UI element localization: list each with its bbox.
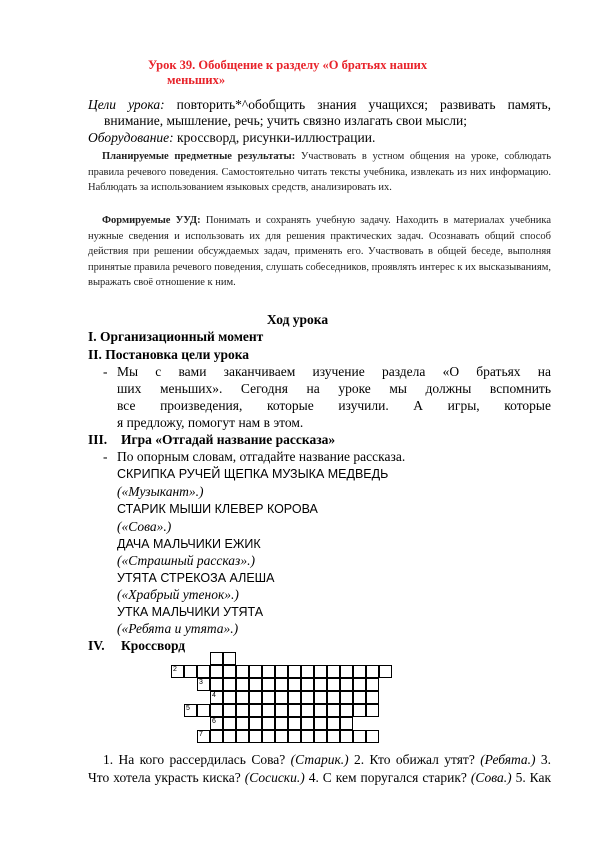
crossword-cell [366,678,379,691]
crossword-cell [262,678,275,691]
goals-block [88,97,551,114]
section2-line3: все произведения, которые изучили. А игры, которые [117,398,551,413]
uud-text: Понимать и сохранять учебную задачу. Находить в материалах учебника нужные сведения и использовать их для решения практических задач. Осознавать общий способ действия при решении обсуждаемых задач, применять его. Участвовать в общей беседе, выполняя принятые правила речевого поведения, слушать собеседников, проявлять интерес к их высказываниям, выражать своё отношение к ним. [88,215,552,288]
game-words-4: УТЯТА СТРЕКОЗА АЛЕША [117,571,275,585]
crossword-cell [249,730,262,743]
section-3-num: III. [88,432,108,447]
crossword-cell [314,665,327,678]
crossword-cell [340,730,353,743]
crossword-cell [236,717,249,730]
answer-2: (Ребята.) [480,752,536,767]
crossword-cell [249,717,262,730]
crossword-cell [275,717,288,730]
crossword-cell [301,691,314,704]
crossword-cell [301,704,314,717]
crossword-cell [340,704,353,717]
crossword-cell [223,704,236,717]
crossword-cell [379,665,392,678]
crossword-cell [327,717,340,730]
goals-line1: повторить*^обобщить знания учащихся; развивать память, [176,97,551,112]
game-answer-4: («Храбрый утенок».) [117,587,239,602]
crossword-cell [223,652,236,665]
crossword-cell [340,665,353,678]
crossword-cell [184,665,197,678]
crossword-cell [301,665,314,678]
equipment-label: Оборудование: [88,130,174,145]
crossword-cell [197,665,210,678]
goals-line2: внимание, мышление, речь; учить связно излагать свои мысли; [104,113,467,128]
crossword-cell [366,691,379,704]
course-heading: Ход урока [266,312,329,327]
crossword-grid [150,652,450,748]
crossword-number: 6 [212,718,216,725]
game-answer-1: («Музыкант».) [117,484,204,499]
crossword-cell [236,691,249,704]
crossword-cell [223,730,236,743]
crossword-cell [236,730,249,743]
game-answer-5: («Ребята и утята».) [117,621,239,636]
question-2: 2. Кто обижал утят? [354,752,475,767]
crossword-cell [223,691,236,704]
crossword-cell [353,691,366,704]
crossword-cell [327,730,340,743]
crossword-cell [210,665,223,678]
crossword-cell [301,730,314,743]
crossword-cell [340,678,353,691]
crossword-cell [210,678,223,691]
crossword-cell [288,678,301,691]
crossword-cell [236,678,249,691]
crossword-cell [340,717,353,730]
crossword-cell [210,704,223,717]
crossword-cell [249,704,262,717]
section2-line1: Мы с вами заканчиваем изучение раздела «О братьях на [117,364,551,379]
equipment-line [88,130,375,147]
answer-4: (Сова.) [470,770,512,785]
section-4-title: Кроссворд [121,638,186,653]
crossword-cell [223,717,236,730]
crossword-number: 4 [212,692,216,699]
section-2-heading: II. Постановка цели урока [88,347,250,362]
crossword-cell [262,665,275,678]
game-words-5: УТКА МАЛЬЧИКИ УТЯТА [117,605,264,619]
crossword-cell [327,665,340,678]
crossword-number: 7 [199,731,203,738]
question-3: Что хотела украсть киска? [88,770,241,785]
planned-label: Планируемые предметные результаты: [102,151,296,162]
dash-bullet-2: - [103,449,108,464]
crossword-cell [366,665,379,678]
crossword-cell [262,730,275,743]
dash-bullet: - [103,364,108,379]
crossword-cell [197,704,210,717]
crossword-cell [262,704,275,717]
crossword-cell [314,704,327,717]
crossword-cell [353,678,366,691]
crossword-cell [288,691,301,704]
game-answer-2: («Сова».) [117,519,172,534]
crossword-cell [314,730,327,743]
crossword-cell [288,717,301,730]
question-1: 1. На кого рассердилась Сова? [103,752,286,767]
crossword-cell [249,665,262,678]
game-words-2: СТАРИК МЫШИ КЛЕВЕР КОРОВА [117,502,318,516]
crossword-cell [327,691,340,704]
question-5-start: 5. Как [515,770,552,785]
uud-block [88,213,551,291]
crossword-cell [314,691,327,704]
question-3-num: 3. [540,752,552,767]
crossword-cell [223,678,236,691]
crossword-cell [301,678,314,691]
section3-intro: По опорным словам, отгадайте название рассказа. [117,449,406,464]
crossword-cell [262,717,275,730]
crossword-cell [275,678,288,691]
question-4: 4. С кем поругался старик? [308,770,467,785]
crossword-cell [301,717,314,730]
crossword-cell [340,691,353,704]
equipment-text: кроссворд, рисунки-иллюстрации. [177,130,376,145]
crossword-cell [275,665,288,678]
crossword-cell [210,730,223,743]
answer-1: (Старик.) [290,752,349,767]
crossword-cell [223,665,236,678]
game-words-3: ДАЧА МАЛЬЧИКИ ЕЖИК [117,537,261,551]
planned-text: Участвовать в устном общения на уроке, соблюдать правила речевого поведения. Самостоятельно читать тексты учебника, извлекать из них информацию. Наблюдать за использованием языковых средств, анализировать их. [88,151,552,193]
crossword-cell [366,730,379,743]
crossword-cell [353,665,366,678]
crossword-cell [327,704,340,717]
section-4-num: IV. [88,638,105,653]
crossword-cell [353,730,366,743]
crossword-cell [275,704,288,717]
questions-line1 [103,752,551,769]
section-1-heading: I. Организационный момент [88,329,264,344]
crossword-cell [236,665,249,678]
crossword-number: 2 [173,666,177,673]
game-answer-3: («Страшный рассказ».) [117,553,255,568]
crossword-cell [288,704,301,717]
crossword-cell [275,730,288,743]
lesson-title-line1: Урок 39. Обобщение к разделу «О братьях наших [148,58,428,72]
crossword-cell [314,678,327,691]
game-words-1: СКРИПКА РУЧЕЙ ЩЕПКА МУЗЫКА МЕДВЕДЬ [117,467,389,481]
crossword-cell [327,678,340,691]
crossword-cell [275,691,288,704]
crossword-number: 3 [199,679,203,686]
goals-label: Цели урока: [88,97,165,112]
lesson-title-line2: меньших» [167,73,226,87]
questions-line2 [88,770,551,787]
crossword-cell [314,717,327,730]
planned-results [88,149,551,196]
section-3-title: Игра «Отгадай название рассказа» [121,432,336,447]
crossword-cell [210,652,223,665]
section2-line4: я предложу, помогут нам в этом. [117,415,304,430]
crossword-cell [262,691,275,704]
uud-label: Формируемые УУД: [102,215,201,226]
crossword-cell [366,704,379,717]
crossword-number: 5 [186,705,190,712]
crossword-cell [249,678,262,691]
crossword-cell [353,704,366,717]
section2-line2: ших меньших». Сегодня на уроке мы должны вспомнить [117,381,551,396]
crossword-cell [288,665,301,678]
crossword-cell [288,730,301,743]
crossword-cell [236,704,249,717]
answer-3: (Сосиски.) [244,770,305,785]
crossword-cell [249,691,262,704]
